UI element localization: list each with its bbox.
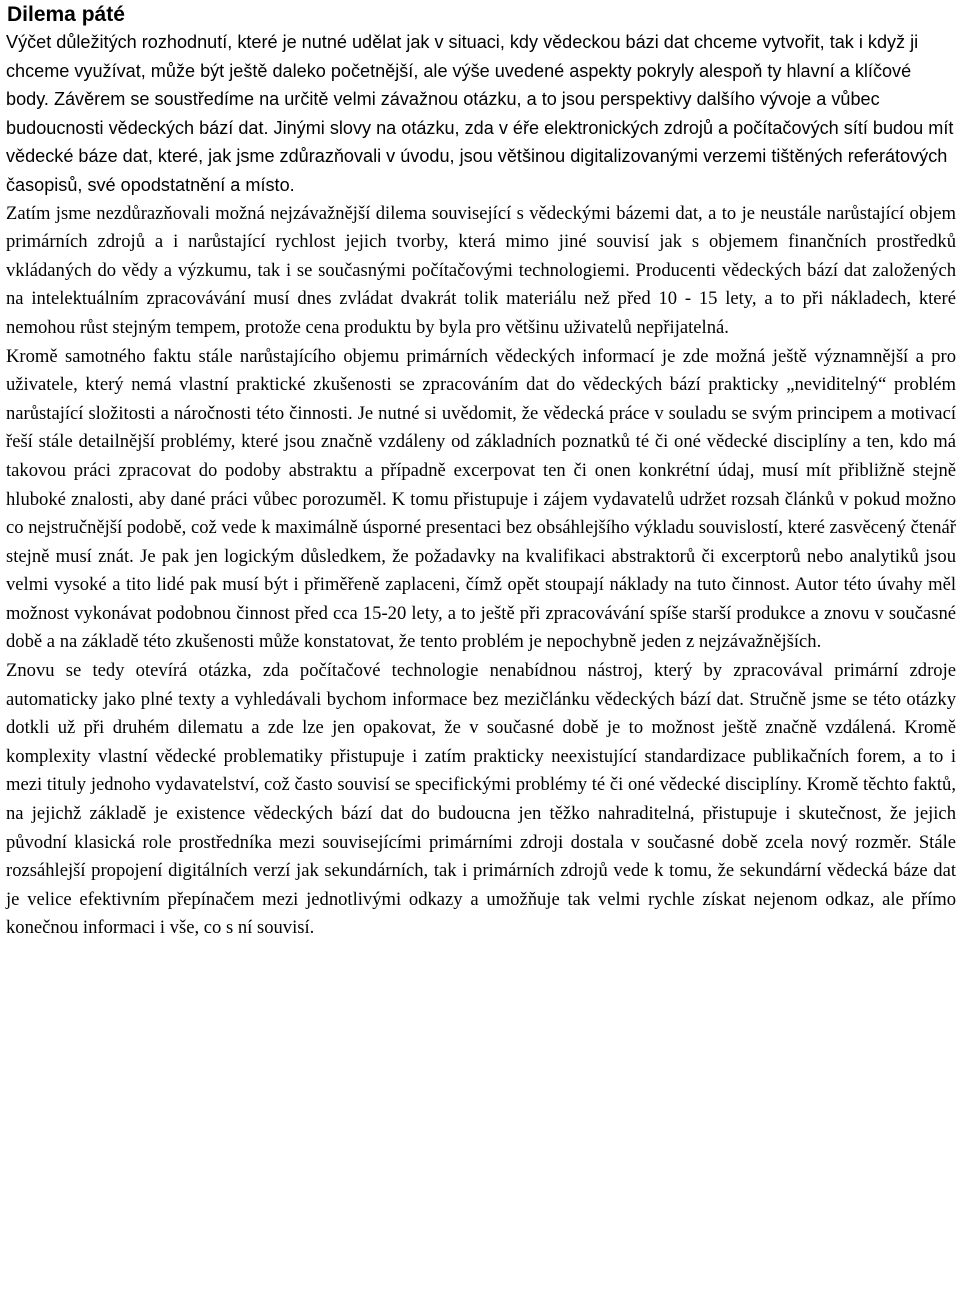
paragraph-4-part-1: Znovu se tedy otevírá otázka, zda počítačové technologie nenabídnou nástroj, který by zpracovával primární zdroje automaticky jako plné texty a vyhledávali bychom informace bez mezičlánku vědeckých bází dat.	[6, 660, 956, 710]
paragraph-3-part-2: Je nutné si uvědomit, že vědecká práce v souladu se svým principem a motivací řeší stále detailnější problémy, které jsou značně vzdáleny od základních poznatků té či oné vědecké disciplíny a ten, kdo má takovou práci zpracovat do podoby abstraktu a případně excerpovat ten či onen konkrétní údaj, musí mít přibližně stejně hluboké znalosti, aby dané práci vůbec porozuměl. K tomu přistupuje i zájem vydavatelů udržet rozsah článků v pokud možno co nejstručnější podobě, což vede k maximálně úsporné presentaci bez obsáhlejšího výkladu souvislostí, které zasvěcený čtenář stejně musí znát. Je pak jen logickým důsledkem, že požadavky na kvalifikaci abstraktorů či excerptorů nebo analytiků jsou velmi vysoké a tito lidé pak musí být i přiměřeně zaplaceni, čímž opět stoupají náklady na tuto činnost. Autor této úvahy měl možnost vykonávat podobnou činnost před cca 15-20 lety, a to ještě při zpracovávání spíše starší produkce a znovu v současné době a na základě této zkušenosti může konstatovat, že tento problém je nepochybně jeden z nejzávažnějších.	[6, 402, 956, 653]
section-heading: Dilema páté	[7, 3, 125, 26]
paragraph-4	[6, 657, 956, 943]
paragraph-3-part-1: Kromě samotného faktu stále narůstajícího objemu primárních vědeckých informací je zde možná ještě významnější a pro uživatele, který nemá vlastní praktické zkušenosti se zpracováním dat do vědeckých bází prakticky „neviditelný“ problém narůstající složitosti a náročnosti této činnosti.	[6, 345, 956, 424]
paragraph-2-part-1: Zatím jsme nezdůrazňovali možná nejzávažnější dilema související s vědeckými bázemi dat, a to je neustále narůstající objem primárních zdrojů a i narůstající rychlost jejich tvorby, která mimo jiné souvisí jak s objemem finančních prostředků vkládaných do vědy a výzkumu, tak i se současnými počítačovými technologiemi.	[6, 202, 956, 281]
paragraph-4-part-2: Stručně jsme se této otázky dotkli už při druhém dilematu a zde lze jen opakovat, že v současné době je to možnost ještě značně vzdálená. Kromě komplexity vlastní vědecké problematiky přistupuje i zatím prakticky neexistující standardizace publikačních forem, a to i mezi tituly jednoho vydavatelství, což často souvisí se specifickými problémy té či oné vědecké disciplíny. Kromě těchto faktů, na jejichž základě je existence vědeckých bází dat do budoucna jen těžko nahraditelná, přistupuje i skutečnost, že jejich původní klasická role prostředníka mezi souvisejícími primárními zdroji dostala v současné době zcela nový rozměr. Stále rozsáhlejší propojení digitálních verzí jak sekundárních, tak i primárních zdrojů vede k tomu, že sekundární vědecká báze dat je velice efektivním přepínačem mezi jednotlivými odkazy a umožňuje tak velmi rychle získat nejenom odkaz, ale přímo konečnou informaci i vše, co s ní souvisí.	[6, 688, 956, 939]
paragraph-3	[6, 343, 956, 658]
paragraph-2-part-2: Producenti vědeckých bází dat založených na intelektuálním zpracovávání musí dnes zvládat dvakrát tolik materiálu než před 10 - 15 lety, a to při nákladech, které nemohou růst stejným tempem, protože cena produktu by byla pro většinu uživatelů nepřijatelná.	[6, 259, 956, 338]
paragraph-1: Výčet důležitých rozhodnutí, které je nutné udělat jak v situaci, kdy vědeckou bázi dat chceme vytvořit, tak i když ji chceme využívat, může být ještě daleko početnější, ale výše uvedené aspekty pokryly alespoň ty hlavní a klíčové body. Závěrem se soustředíme na určitě velmi závažnou otázku, a to jsou perspektivy dalšího vývoje a vůbec budoucnosti vědeckých bází dat. Jinými slovy na otázku, zda v éře elektronických zdrojů a počítačových sítí budou mít vědecké báze dat, které, jak jsme zdůrazňovali v úvodu, jsou většinou digitalizovanými verzemi tištěných referátových časopisů, své opodstatnění a místo.	[6, 32, 954, 195]
paragraph-2	[6, 200, 956, 343]
